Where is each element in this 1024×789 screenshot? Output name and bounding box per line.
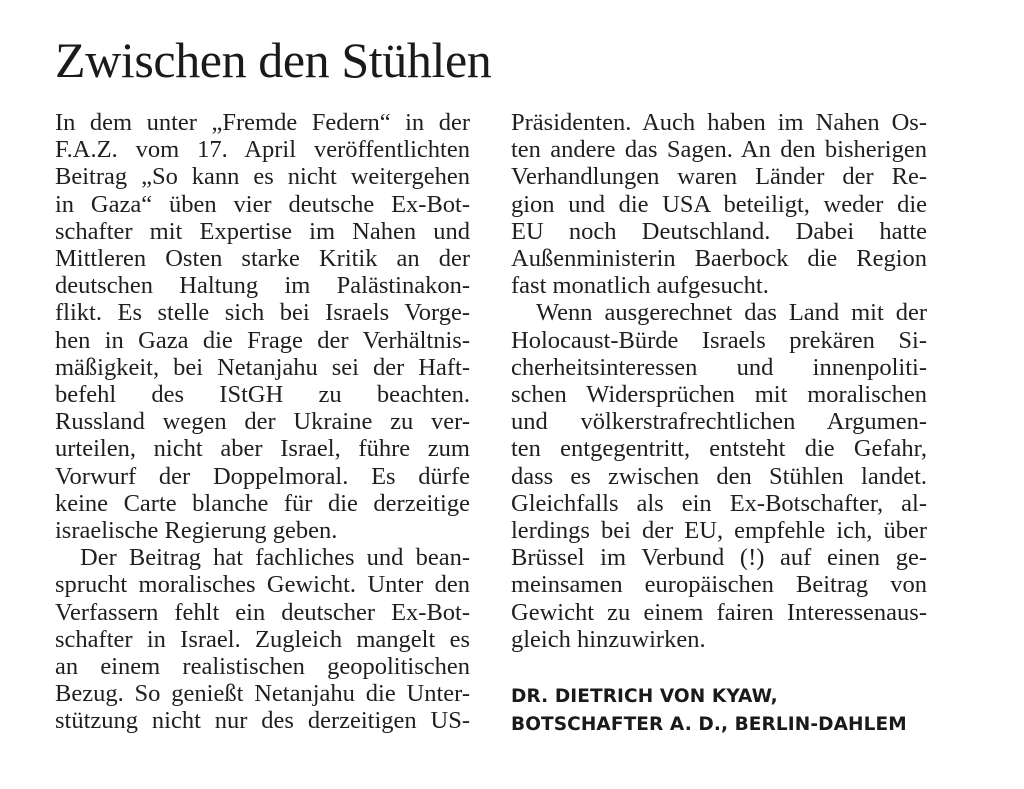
text-line: lerdings bei der EU, empfehle ich, über — [511, 517, 927, 545]
text-line: urteilen, nicht aber Israel, führe zum — [55, 435, 470, 463]
author-name: DR. DIETRICH VON KYAW, — [511, 686, 778, 707]
headline: Zwischen den Stühlen — [55, 32, 492, 88]
text-line: israelische Regierung geben. — [55, 517, 338, 545]
text-line: gleich hinzuwirken. — [511, 625, 706, 653]
author-title: BOTSCHAFTER A. D., BERLIN-DAHLEM — [511, 714, 907, 735]
text-line: meinsamen europäischen Beitrag von — [511, 571, 927, 599]
text-line: Gewicht zu einem fairen Interessenaus- — [511, 598, 927, 626]
left-text-column — [55, 109, 470, 735]
text-line: gion und die USA beteiligt, weder die — [511, 190, 927, 218]
text-line: ten entgegentritt, entsteht die Gefahr, — [511, 435, 927, 463]
text-line: Vorwurf der Doppelmoral. Es dürfe — [55, 462, 470, 490]
text-line: Verfassern fehlt ein deutscher Ex-Bot- — [55, 598, 470, 626]
text-line: flikt. Es stelle sich bei Israels Vorge- — [55, 299, 470, 327]
text-line: Gleichfalls als ein Ex-Botschafter, al- — [511, 489, 927, 517]
text-line: Brüssel im Verbund (!) auf einen ge- — [511, 544, 927, 572]
text-line: In dem unter „Fremde Federn“ in der — [55, 109, 470, 136]
text-line: Beitrag „So kann es nicht weitergehen — [55, 163, 470, 191]
text-line: Verhandlungen waren Länder der Re- — [511, 163, 927, 191]
text-line: stützung nicht nur des derzeitigen US- — [55, 707, 470, 735]
right-text-column — [511, 109, 927, 653]
text-line: hen in Gaza die Frage der Verhältnis- — [55, 326, 470, 354]
text-line: Russland wegen der Ukraine zu ver- — [55, 408, 470, 436]
text-line: Mittleren Osten starke Kritik an der — [55, 245, 470, 273]
text-line: schafter in Israel. Zugleich mangelt es — [55, 625, 470, 653]
text-line: cherheitsinteressen und innenpoliti- — [511, 353, 927, 381]
text-line: fast monatlich aufgesucht. — [511, 272, 769, 300]
text-line: Bezug. So genießt Netanjahu die Unter- — [55, 680, 470, 708]
text-line: mäßigkeit, bei Netanjahu sei der Haft- — [55, 353, 470, 381]
text-line: schen Widersprüchen mit moralischen — [511, 381, 927, 409]
text-line: dass es zwischen den Stühlen landet. — [511, 462, 927, 490]
text-line: Außenministerin Baerbock die Region — [511, 245, 927, 273]
text-line: an einem realistischen geopolitischen — [55, 653, 470, 681]
text-line: Der Beitrag hat fachliches und bean- — [80, 544, 470, 572]
text-line: schafter mit Expertise im Nahen und — [55, 217, 470, 245]
text-line: und völkerstrafrechtlichen Argumen- — [511, 408, 927, 436]
text-line: F.A.Z. vom 17. April veröffentlichten — [55, 136, 470, 164]
text-line: ten andere das Sagen. An den bisherigen — [511, 136, 927, 164]
text-line: Wenn ausgerechnet das Land mit der — [536, 299, 927, 327]
author-signature — [511, 683, 907, 739]
text-line: befehl des IStGH zu beachten. — [55, 381, 470, 409]
text-line: EU noch Deutschland. Dabei hatte — [511, 217, 927, 245]
text-line: Präsidenten. Auch haben im Nahen Os- — [511, 109, 927, 136]
text-line: deutschen Haltung im Palästinakon- — [55, 272, 470, 300]
text-line: sprucht moralisches Gewicht. Unter den — [55, 571, 470, 599]
text-line: keine Carte blanche für die derzeitige — [55, 489, 470, 517]
text-line: in Gaza“ üben vier deutsche Ex-Bot- — [55, 190, 470, 218]
text-line: Holocaust-Bürde Israels prekären Si- — [511, 326, 927, 354]
